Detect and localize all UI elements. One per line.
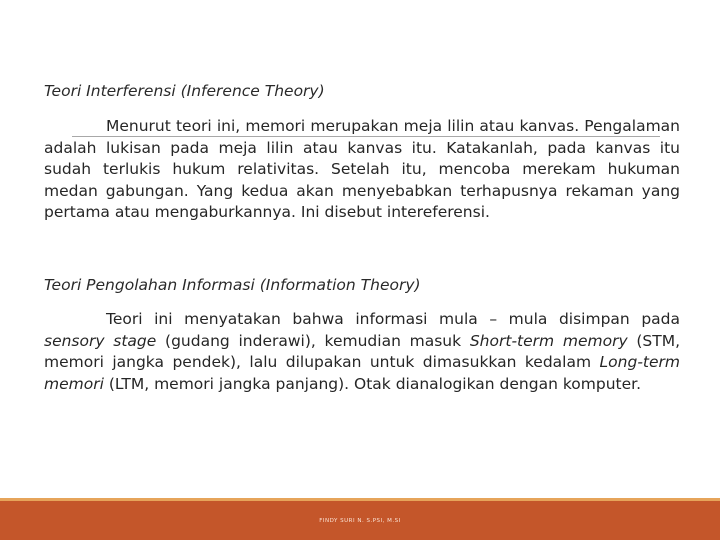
paragraph-interference-theory	[44, 116, 680, 224]
paragraph-text-a: Teori ini menyatakan bahwa informasi mula – mula disimpan pada	[106, 310, 680, 328]
paragraph-information-theory	[44, 309, 680, 395]
heading-interference-theory: Teori Interferensi (Inference Theory)	[44, 82, 325, 100]
footer-author: FINDY SURI N. S.PSI, M.SI	[319, 518, 401, 524]
term-short-term-memory: Short-term memory	[469, 331, 628, 350]
heading-information-theory: Teori Pengolahan Informasi (Information Theory)	[44, 276, 421, 294]
paragraph-text-c: (gudang inderawi), kemudian masuk	[156, 331, 470, 350]
paragraph-text-e: (STM, memori jangka pendek), lalu dilupakan untuk dimasukkan kedalam	[44, 331, 681, 371]
paragraph-text-g: (LTM, memori jangka panjang). Otak dianalogikan dengan komputer.	[103, 374, 642, 393]
term-sensory-stage: sensory stage	[44, 331, 157, 350]
term-long-term-memori: Long-term memori	[44, 353, 680, 393]
paragraph-interference-text: Menurut teori ini, memori merupakan meja lilin atau kanvas. Pengalaman adalah lukisan pada meja lilin atau kanvas itu. Katakanlah, pada kanvas itu sudah terlukis hukum relativitas. Setelah itu, mencoba merekam hukuman medan gabungan. Yang kedua akan menyebabkan terhapusnya rekaman yang pertama atau mengaburkannya. Ini disebut intereferensi.	[44, 117, 680, 221]
